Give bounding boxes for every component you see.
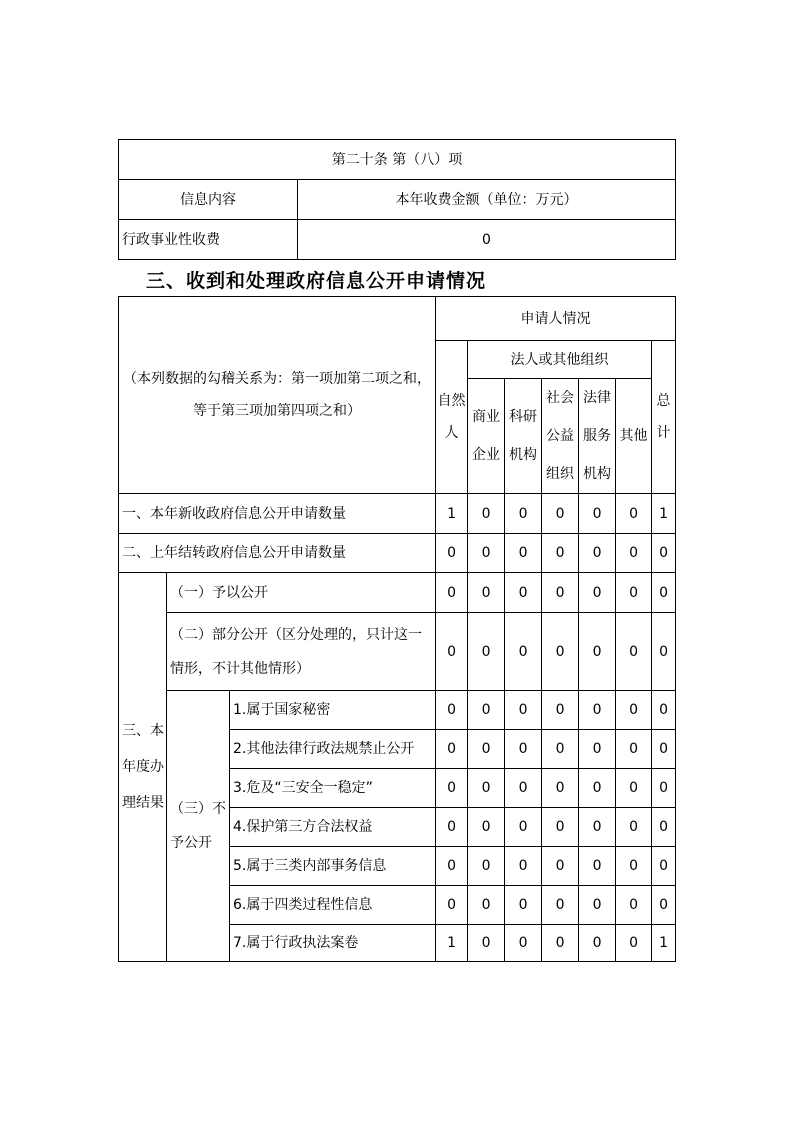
fee-table-header-row <box>119 180 676 220</box>
cell-value: 0 <box>505 769 542 808</box>
cell-value: 0 <box>579 925 616 962</box>
section-heading: 三、收到和处理政府信息公开申请情况 <box>146 270 487 292</box>
cell-value: 0 <box>436 613 468 691</box>
cell-value: 0 <box>505 886 542 925</box>
cell-value: 0 <box>436 573 468 613</box>
cell-value: 0 <box>542 847 579 886</box>
cell-value: 0 <box>505 925 542 962</box>
cell-value: 0 <box>542 494 579 534</box>
row-label: 7.属于行政执法案卷 <box>230 925 436 962</box>
table-row-new <box>119 494 676 534</box>
cell-value: 0 <box>616 534 652 573</box>
cell-value: 0 <box>652 730 676 769</box>
cell-value: 0 <box>505 730 542 769</box>
cell-value: 1 <box>436 494 468 534</box>
cell-value: 0 <box>468 847 505 886</box>
cell-value: 0 <box>542 573 579 613</box>
cell-value: 0 <box>468 691 505 730</box>
sub-col-legal-service: 法律服务机构 <box>579 379 616 494</box>
cell-value: 0 <box>505 494 542 534</box>
cell-value: 1 <box>652 494 676 534</box>
cell-value: 0 <box>468 769 505 808</box>
cell-value: 0 <box>579 613 616 691</box>
cell-value: 0 <box>616 573 652 613</box>
row-label: 3.危及“三安全一稳定” <box>230 769 436 808</box>
row-label: （二）部分公开（区分处理的，只计这一情形，不计其他情形） <box>167 613 436 691</box>
fee-row-label: 行政事业性收费 <box>119 220 298 260</box>
row-label: 4.保护第三方合法权益 <box>230 808 436 847</box>
cell-value: 0 <box>652 613 676 691</box>
cell-value: 0 <box>616 730 652 769</box>
row-label: 2.其他法律行政法规禁止公开 <box>230 730 436 769</box>
cell-value: 0 <box>542 886 579 925</box>
cell-value: 0 <box>542 691 579 730</box>
cell-value: 1 <box>652 925 676 962</box>
table-row-withheld-1 <box>119 691 676 730</box>
cell-value: 0 <box>505 613 542 691</box>
applicant-header: 申请人情况 <box>436 297 676 341</box>
table-row-partial <box>119 613 676 691</box>
cell-value: 0 <box>579 886 616 925</box>
cell-value: 0 <box>468 573 505 613</box>
cell-value: 1 <box>436 925 468 962</box>
cell-value: 0 <box>616 613 652 691</box>
cell-value: 0 <box>436 769 468 808</box>
fee-table-title: 第二十条 第（八）项 <box>119 140 676 180</box>
sub-col-research: 科研机构 <box>505 379 542 494</box>
cell-value: 0 <box>468 730 505 769</box>
cell-value: 0 <box>616 847 652 886</box>
cell-value: 0 <box>542 925 579 962</box>
sub-col-other: 其他 <box>616 379 652 494</box>
table-row-carryover <box>119 534 676 573</box>
sub-col-commercial: 商业企业 <box>468 379 505 494</box>
natural-person-header: 自然人 <box>436 341 468 494</box>
fee-col-amount-header: 本年收费金额（单位：万元） <box>298 180 676 220</box>
cell-value: 0 <box>505 847 542 886</box>
cell-value: 0 <box>542 808 579 847</box>
result-group-label: 三、本年度办理结果 <box>119 573 167 962</box>
withheld-group-label: （三）不予公开 <box>167 691 230 962</box>
fee-table-title-row <box>119 140 676 180</box>
cell-value: 0 <box>579 573 616 613</box>
cell-value: 0 <box>505 808 542 847</box>
application-stats-table <box>118 296 676 962</box>
row-label: 5.属于三类内部事务信息 <box>230 847 436 886</box>
cell-value: 0 <box>579 534 616 573</box>
cell-value: 0 <box>505 573 542 613</box>
cell-value: 0 <box>616 886 652 925</box>
row-label: 一、本年新收政府信息公开申请数量 <box>119 494 436 534</box>
cell-value: 0 <box>652 886 676 925</box>
fee-col-info-header: 信息内容 <box>119 180 298 220</box>
cell-value: 0 <box>579 691 616 730</box>
cell-value: 0 <box>652 847 676 886</box>
cell-value: 0 <box>468 925 505 962</box>
cell-value: 0 <box>616 494 652 534</box>
cell-value: 0 <box>616 769 652 808</box>
cell-value: 0 <box>652 573 676 613</box>
cell-value: 0 <box>579 808 616 847</box>
cell-value: 0 <box>436 691 468 730</box>
fee-table-row <box>119 220 676 260</box>
cell-value: 0 <box>436 534 468 573</box>
cell-value: 0 <box>579 730 616 769</box>
row-label: 1.属于国家秘密 <box>230 691 436 730</box>
fee-table <box>118 139 676 260</box>
cell-value: 0 <box>616 808 652 847</box>
cell-value: 0 <box>436 808 468 847</box>
cell-value: 0 <box>652 769 676 808</box>
cell-value: 0 <box>616 925 652 962</box>
cell-value: 0 <box>579 769 616 808</box>
cell-value: 0 <box>542 534 579 573</box>
table-row-disclosed <box>119 573 676 613</box>
row-label: （一）予以公开 <box>167 573 436 613</box>
cell-value: 0 <box>468 886 505 925</box>
cell-value: 0 <box>616 691 652 730</box>
row-label: 6.属于四类过程性信息 <box>230 886 436 925</box>
cell-value: 0 <box>652 691 676 730</box>
cell-value: 0 <box>436 847 468 886</box>
cell-value: 0 <box>468 808 505 847</box>
relation-note: （本列数据的勾稽关系为：第一项加第二项之和，等于第三项加第四项之和） <box>119 297 436 494</box>
header-row-1 <box>119 297 676 341</box>
cell-value: 0 <box>436 886 468 925</box>
cell-value: 0 <box>652 808 676 847</box>
total-header: 总计 <box>652 341 676 494</box>
cell-value: 0 <box>579 494 616 534</box>
legal-entity-header: 法人或其他组织 <box>468 341 652 379</box>
cell-value: 0 <box>652 534 676 573</box>
cell-value: 0 <box>436 730 468 769</box>
fee-row-value: 0 <box>298 220 676 260</box>
cell-value: 0 <box>579 847 616 886</box>
cell-value: 0 <box>505 534 542 573</box>
cell-value: 0 <box>468 534 505 573</box>
cell-value: 0 <box>542 769 579 808</box>
sub-col-public-welfare: 社会公益组织 <box>542 379 579 494</box>
cell-value: 0 <box>468 494 505 534</box>
cell-value: 0 <box>505 691 542 730</box>
row-label: 二、上年结转政府信息公开申请数量 <box>119 534 436 573</box>
cell-value: 0 <box>468 613 505 691</box>
cell-value: 0 <box>542 730 579 769</box>
cell-value: 0 <box>542 613 579 691</box>
